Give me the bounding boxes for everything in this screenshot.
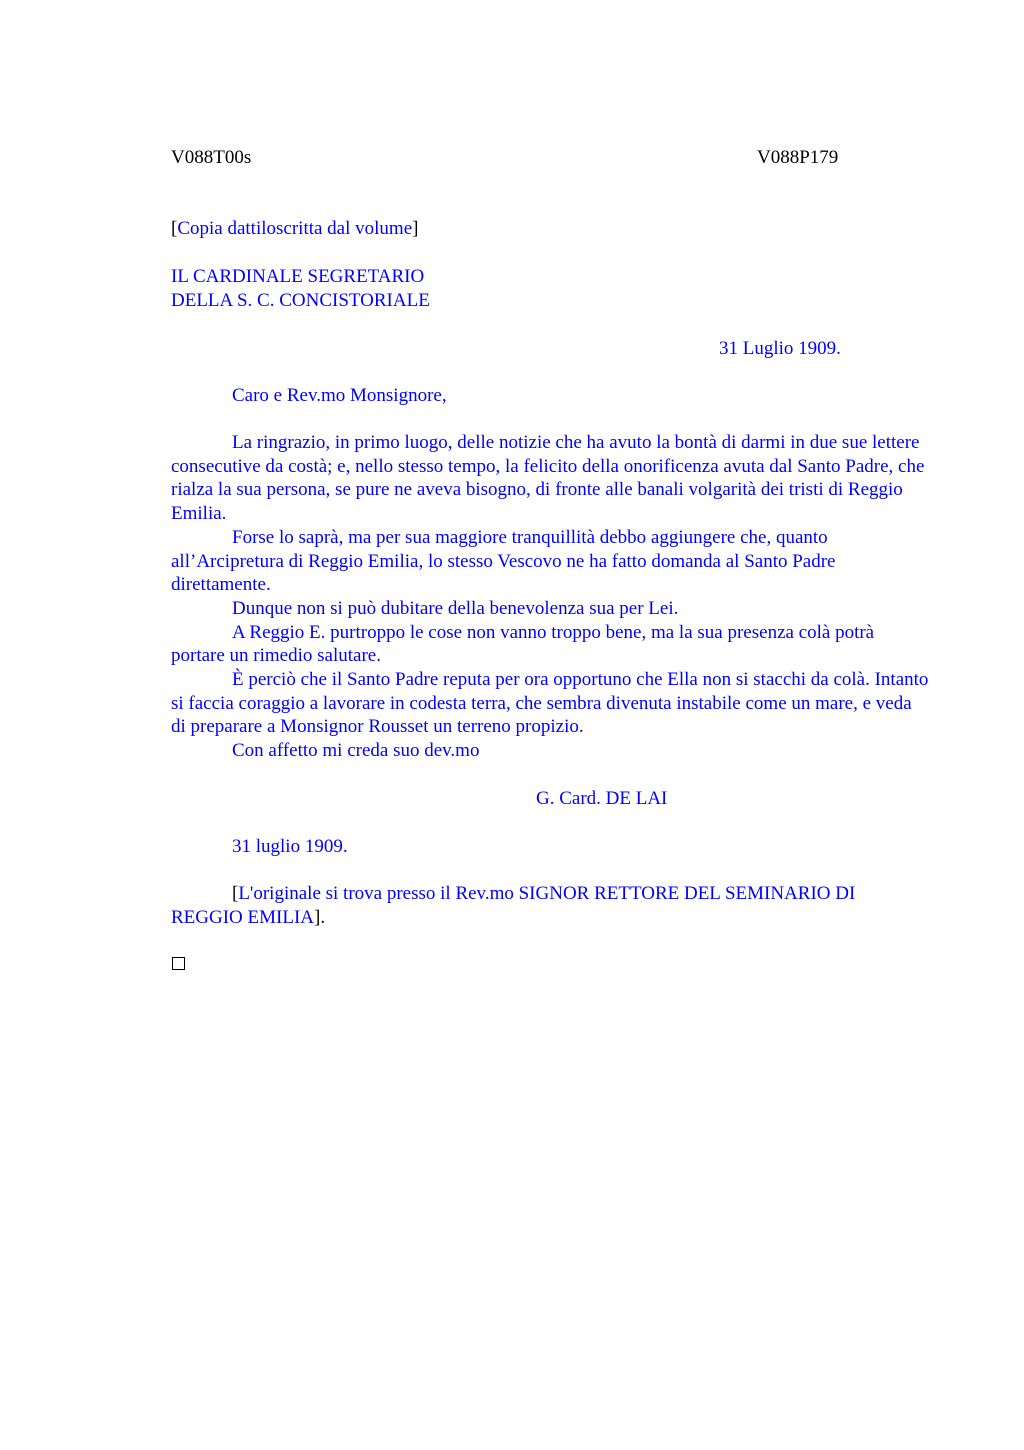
footnote-open-bracket: [ (232, 883, 239, 904)
heading-line-2: DELLA S. C. CONCISTORIALE (171, 290, 430, 311)
date-top: 31 Luglio 1909. (719, 338, 841, 359)
salutation: Caro e Rev.mo Monsignore, (232, 385, 447, 406)
paragraph-4: A Reggio E. purtroppo le cose non vanno troppo bene, ma la sua presenza colà potrà portare un rimedio salutare. (171, 621, 875, 667)
note-text: Copia dattiloscritta dal volume (177, 218, 413, 239)
paragraph-5: È perciò che il Santo Padre reputa per ora opportuno che Ella non si stacchi da colà. Intanto si faccia coraggio a lavorare in codesta terra, che sembra divenuta instabile come un mare, e veda di preparare a Monsignor Rousset un terreno propizio. (171, 669, 929, 738)
header-left-code: V088T00s (171, 147, 252, 168)
footnote-paragraph (171, 882, 931, 929)
square-box-icon (172, 957, 185, 970)
signature: G. Card. DE LAI (536, 788, 668, 809)
header-right-code: V088P179 (757, 147, 839, 168)
paragraph-2: Forse lo saprà, ma per sua maggiore tranquillità debbo aggiungere che, quanto all’Arcipretura di Reggio Emilia, lo stesso Vescovo ne ha fatto domanda al Santo Padre direttamente. (171, 526, 836, 596)
date-bottom: 31 luglio 1909. (232, 836, 348, 857)
footnote-close-bracket: ]. (314, 906, 326, 928)
copy-note (171, 217, 418, 241)
heading-line-1: IL CARDINALE SEGRETARIO (171, 266, 425, 287)
letter-body (171, 431, 931, 763)
paragraph-6: Con affetto mi creda suo dev.mo (232, 740, 480, 762)
footnote-text: L'originale si trova presso il Rev.mo SIGNOR RETTORE DEL SEMINARIO DI REGGIO EMILIA (171, 883, 856, 928)
note-close-bracket: ] (412, 218, 419, 239)
footnote (171, 882, 931, 929)
paragraph-3: Dunque non si può dubitare della benevolenza sua per Lei. (232, 597, 679, 619)
paragraph-1: La ringrazio, in primo luogo, delle notizie che ha avuto la bontà di darmi in due sue lettere consecutive da costà; e, nello stesso tempo, la felicito della onorificenza avuta dal Santo Padre, che rialza la sua persona, se pure ne aveva bisogno, di fronte alle banali volgarità dei tristi di Reggio Emilia. (171, 432, 925, 525)
note-open-bracket: [ (171, 218, 178, 239)
